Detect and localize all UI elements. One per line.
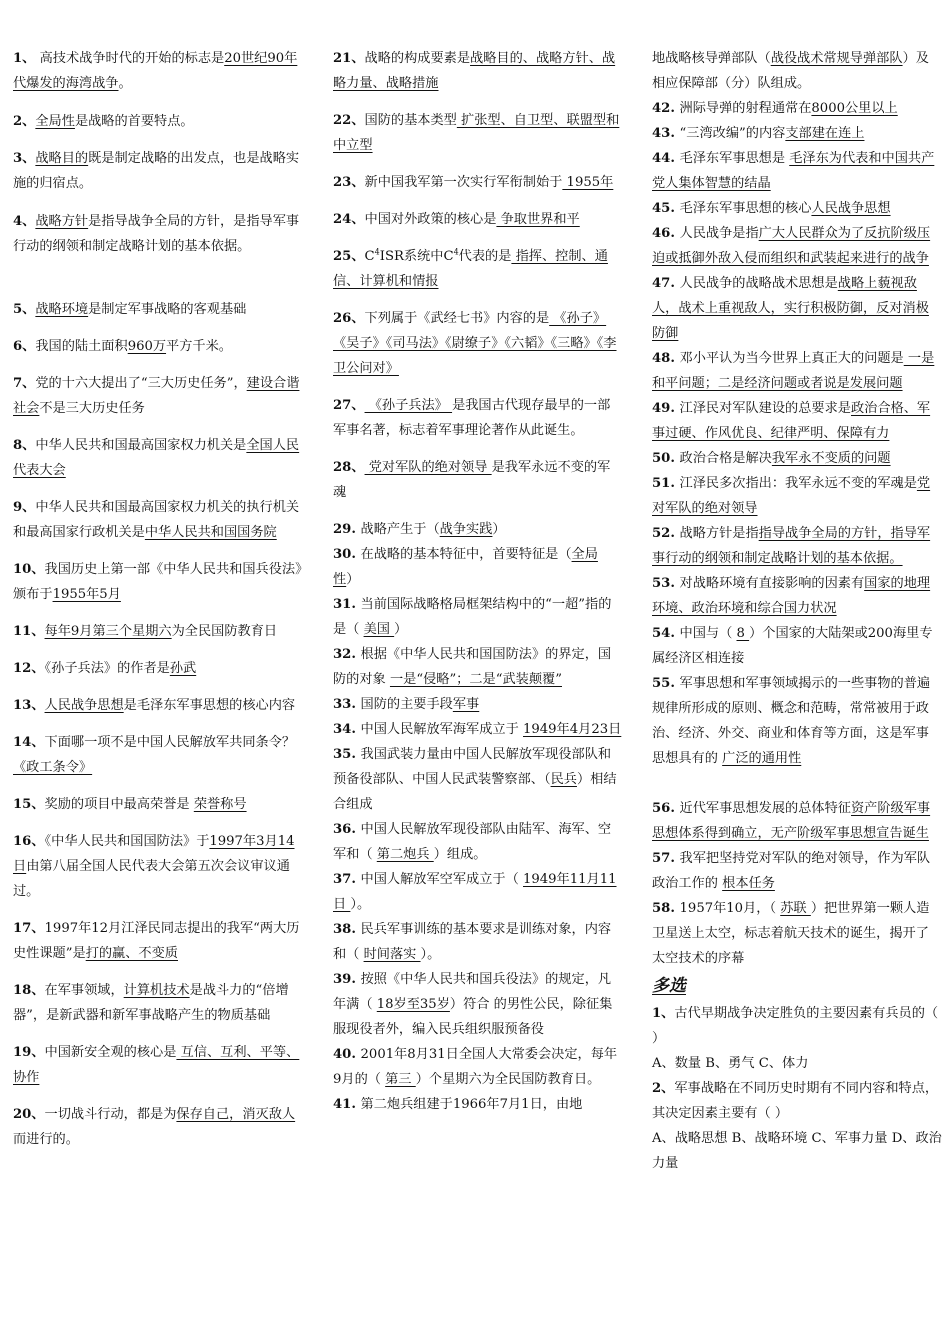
question-text: 我国的陆土面积 bbox=[35, 339, 128, 354]
answer-text: 战役战术常规导弹部队 bbox=[770, 51, 903, 66]
question-number: 13、 bbox=[13, 698, 45, 713]
question-text: 下列属于《武经七书》内容的是 bbox=[364, 311, 550, 326]
question-text: ）组成。 bbox=[433, 847, 487, 862]
answer-text: 每年9月第三个星期六 bbox=[44, 624, 172, 639]
question-number: 43. bbox=[652, 126, 680, 141]
question-item bbox=[652, 121, 942, 146]
question-number: 12、 bbox=[13, 661, 45, 676]
answer-text: 孙武 bbox=[169, 661, 197, 676]
question-text: 新中国我军第一次实行军衔制始于 bbox=[364, 175, 563, 190]
question-text: 是制定军事战略的客观基础 bbox=[88, 302, 247, 317]
question-item bbox=[652, 846, 942, 896]
question-item bbox=[333, 917, 623, 967]
question-number: 50. bbox=[652, 451, 680, 466]
question-text: 不是三大历史任务 bbox=[39, 401, 145, 416]
question-text: 对战略环境有直接影响的因素有 bbox=[679, 576, 865, 591]
question-number: 35. bbox=[333, 747, 361, 762]
question-number: 16、 bbox=[13, 834, 45, 849]
question-item bbox=[333, 170, 623, 195]
question-item bbox=[13, 297, 303, 322]
question-text: C bbox=[364, 249, 375, 264]
question-text: 我国武装力量由中国人民解放军现役部队和预备役部队、中国人民武装警察部、（ bbox=[333, 747, 612, 787]
answer-text: 全局性 bbox=[35, 114, 75, 129]
question-number: 1、 bbox=[13, 51, 36, 66]
question-text: 古代早期战争决定胜负的主要因素有兵员的（ ） bbox=[652, 1006, 939, 1046]
question-text: 一切战斗行动，都是为 bbox=[44, 1107, 177, 1122]
question-item bbox=[652, 1051, 942, 1076]
question-item bbox=[333, 1092, 623, 1117]
answer-text: 战略上藐视敌人，战术上重视敌人，实行积极防御，反对消极防御 bbox=[652, 276, 929, 341]
answer-text: 第三 bbox=[385, 1072, 416, 1087]
question-number: 19、 bbox=[13, 1045, 45, 1060]
question-text: ） bbox=[394, 622, 408, 637]
question-text: 为全民国防教育日 bbox=[171, 624, 278, 639]
answer-text: 第二炮兵 bbox=[376, 847, 434, 862]
question-number: 21、 bbox=[333, 51, 365, 66]
answer-text: 时间落实 bbox=[363, 947, 421, 962]
question-text: 战略产生于（ bbox=[360, 522, 440, 537]
question-item bbox=[333, 867, 623, 917]
question-text: 地战略核导弹部队（ bbox=[652, 51, 771, 66]
question-text: 高技术战争时代的开始的标志是 bbox=[35, 51, 225, 66]
question-item bbox=[652, 521, 942, 571]
answer-text: 指导战争全局的方针，指导军事行动的纲领和制定战略计划的基本依据。 bbox=[652, 526, 931, 566]
question-item bbox=[652, 221, 942, 271]
question-text: ）把世界第一颗人造卫星送上太空，标志着航天技术的诞生，揭开了太空技术的序幕 bbox=[652, 901, 930, 966]
question-text: 政治合格是解决 bbox=[679, 451, 772, 466]
answer-text: 民兵 bbox=[550, 772, 577, 787]
question-text: 2001年8月31日全国人大常委会决定，每年9月的（ bbox=[333, 1047, 618, 1087]
answer-text: 我军永不变质的问题 bbox=[771, 451, 891, 466]
question-item bbox=[652, 621, 942, 671]
question-text: 战略方针是指 bbox=[679, 526, 759, 541]
question-item bbox=[652, 671, 942, 771]
question-item bbox=[333, 455, 623, 505]
question-text: 战略的构成要素是 bbox=[364, 51, 471, 66]
question-item bbox=[13, 656, 303, 681]
question-text: 中国对外政策的核心是 bbox=[364, 212, 497, 227]
question-text: 当前国际战略格局框架结构中的“一超”指的是（ bbox=[333, 597, 612, 637]
question-item bbox=[13, 978, 303, 1028]
question-text: 奖励的项目中最高荣誉是 bbox=[44, 797, 194, 812]
question-item bbox=[13, 730, 303, 780]
question-text: 军事战略在不同历史时期有不同内容和特点，其决定因素主要有（ ） bbox=[652, 1081, 939, 1121]
question-item bbox=[333, 393, 623, 443]
question-number: 1、 bbox=[652, 1006, 675, 1021]
question-number: 14、 bbox=[13, 735, 45, 750]
question-item bbox=[333, 642, 623, 692]
question-item bbox=[652, 271, 942, 346]
answer-text: 《政工条令》 bbox=[13, 760, 93, 775]
answer-text: 争取世界和平 bbox=[496, 212, 580, 227]
question-item bbox=[13, 557, 303, 607]
question-text: 是我军永远不变的军魂 bbox=[333, 460, 611, 500]
answer-text: 美国 bbox=[363, 622, 395, 637]
question-number: 20、 bbox=[13, 1107, 45, 1122]
question-number: 8、 bbox=[13, 438, 36, 453]
question-number: 18、 bbox=[13, 983, 45, 998]
question-text: A、战略思想 B、战略环境 C、军事力量 D、政治力量 bbox=[652, 1131, 942, 1171]
question-item bbox=[652, 96, 942, 121]
question-item bbox=[652, 396, 942, 446]
question-number: 55. bbox=[652, 676, 680, 691]
question-number: 29. bbox=[333, 522, 361, 537]
question-text: 是战斗力的“倍增器”，是新武器和新军事战略产生的物质基础 bbox=[13, 983, 289, 1023]
question-number: 51. bbox=[652, 476, 680, 491]
answer-text: 扩张型、自卫型、联盟型和中立型 bbox=[333, 113, 620, 153]
answer-text: 20世纪90年代爆发的海湾战争 bbox=[13, 51, 298, 91]
question-text: 中国人解放军空军成立于（ bbox=[360, 872, 523, 887]
question-text: 人民战争的战略战术思想是 bbox=[679, 276, 838, 291]
question-item bbox=[333, 517, 623, 542]
question-number: 41. bbox=[333, 1097, 361, 1112]
question-number: 38. bbox=[333, 922, 361, 937]
answer-text: 广泛的通用性 bbox=[722, 751, 802, 766]
answer-text: 根本任务 bbox=[722, 876, 775, 891]
question-number: 9、 bbox=[13, 500, 36, 515]
question-number: 6、 bbox=[13, 339, 36, 354]
answer-text: 1949年11月11日 bbox=[333, 872, 617, 912]
question-number: 42. bbox=[652, 101, 680, 116]
question-item bbox=[652, 1076, 942, 1126]
question-item bbox=[333, 692, 623, 717]
answer-text: 8 bbox=[736, 626, 750, 641]
question-item bbox=[13, 433, 303, 483]
question-number: 44. bbox=[652, 151, 680, 166]
question-text: ）相结合组成 bbox=[333, 772, 617, 812]
question-text: 平方千米。 bbox=[166, 339, 232, 354]
answer-text: 支部建在连上 bbox=[785, 126, 865, 141]
question-text: ）符合 的男性公民，除征集服现役者外，编入民兵组织服预备役 bbox=[333, 997, 613, 1037]
answer-text: 1997年3月14日 bbox=[13, 834, 295, 874]
question-text: 第二炮兵组建于1966年7月1日，由地 bbox=[360, 1097, 583, 1112]
question-text: 中国新安全观的核心是 bbox=[44, 1045, 177, 1060]
question-item bbox=[652, 896, 942, 971]
answer-text: 战略目的 bbox=[35, 151, 89, 166]
column-right bbox=[652, 46, 942, 1176]
question-number: 37. bbox=[333, 872, 361, 887]
question-text: 。 bbox=[118, 76, 132, 91]
question-text: 4 bbox=[374, 247, 380, 257]
question-text: 是毛泽东军事思想的核心内容 bbox=[123, 698, 296, 713]
question-item bbox=[13, 619, 303, 644]
question-number: 4、 bbox=[13, 214, 36, 229]
answer-text: 战略环境 bbox=[35, 302, 89, 317]
question-text: 洲际导弹的射程通常在 bbox=[679, 101, 812, 116]
answer-text: 党对军队的绝对领导 bbox=[652, 476, 931, 516]
question-item bbox=[13, 109, 303, 134]
question-text: 在战略的基本特征中，首要特征是（ bbox=[360, 547, 572, 562]
answer-text: 建设合谐社会 bbox=[13, 376, 300, 416]
question-item bbox=[333, 46, 623, 96]
answer-text: 指挥、控制、通信、计算机和情报 bbox=[333, 249, 608, 289]
question-text: 按照《中华人民共和国兵役法》的规定，凡年满（ bbox=[333, 972, 612, 1012]
question-item bbox=[652, 796, 942, 846]
question-item bbox=[652, 446, 942, 471]
question-text: 我军把坚持党对军队的绝对领导，作为军队政治工作的 bbox=[652, 851, 931, 891]
question-item bbox=[652, 196, 942, 221]
answer-text: 苏联 bbox=[780, 901, 811, 916]
question-item bbox=[652, 346, 942, 396]
question-text: 是战略的首要特点。 bbox=[74, 114, 194, 129]
question-text: 由第八届全国人民代表大会第五次会议审议通过。 bbox=[13, 859, 290, 899]
question-text: 中国人民解放军海军成立于 bbox=[360, 722, 523, 737]
question-item bbox=[13, 46, 303, 96]
question-text: 国防的基本类型 bbox=[364, 113, 457, 128]
question-number: 28、 bbox=[333, 460, 365, 475]
column-right-items bbox=[652, 46, 942, 971]
answer-text: 1949年4月23日 bbox=[523, 722, 622, 737]
question-text: ） bbox=[346, 572, 360, 587]
question-item bbox=[333, 207, 623, 232]
answer-text: 战略方针 bbox=[35, 214, 89, 229]
question-text: 根据《中华人民共和国国防法》的界定，国防的对象 bbox=[333, 647, 612, 687]
question-item bbox=[13, 916, 303, 966]
answer-text: 政治合格、军事过硬、作风优良、纪律严明、保障有力 bbox=[652, 401, 931, 441]
answer-text: 战争实践 bbox=[439, 522, 493, 537]
question-number: 23、 bbox=[333, 175, 365, 190]
answer-text: 《孙子兵法》 bbox=[364, 398, 453, 413]
answer-text: 计算机技术 bbox=[123, 983, 190, 998]
question-item bbox=[652, 46, 942, 96]
question-text: 民兵军事训练的基本要求是训练对象，内容和（ bbox=[333, 922, 612, 962]
question-number: 53. bbox=[652, 576, 680, 591]
question-text: 是指导战争全局的方针，是指导军事行动的纲领和制定战略计划的基本依据。 bbox=[13, 214, 300, 254]
question-text: 而进行的。 bbox=[13, 1132, 79, 1147]
question-item bbox=[13, 1102, 303, 1152]
question-text: 中国人民解放军现役部队由陆军、海军、空军和（ bbox=[333, 822, 612, 862]
answer-text: 广大人民群众为了反抗阶级压迫或抵御外敌入侵而组织和武装起来进行的战争 bbox=[652, 226, 931, 266]
question-text: ）及相应保障部（分）队组成。 bbox=[652, 51, 929, 91]
answer-text: 全局性 bbox=[333, 547, 598, 587]
column-middle bbox=[333, 46, 623, 1117]
question-item bbox=[333, 108, 623, 158]
answer-text: 《孙子》《吴子》《司马法》《尉缭子》《六韬》《三略》《李卫公问对》 bbox=[333, 311, 617, 376]
answer-text: 全国人民代表大会 bbox=[13, 438, 300, 478]
question-item bbox=[13, 829, 303, 904]
question-number: 54. bbox=[652, 626, 680, 641]
question-item bbox=[13, 495, 303, 545]
question-item bbox=[13, 146, 303, 196]
question-text: ）。 bbox=[350, 897, 371, 912]
answer-text: 8000公里以上 bbox=[811, 101, 898, 116]
question-number: 2、 bbox=[13, 114, 36, 129]
question-text: 中华人民共和国最高国家权力机关的执行机关和最高国家行政机关是 bbox=[13, 500, 300, 540]
question-item bbox=[333, 306, 623, 381]
question-number: 39. bbox=[333, 972, 361, 987]
question-item bbox=[652, 146, 942, 196]
question-number: 48. bbox=[652, 351, 680, 366]
question-text: 毛泽东军事思想是 bbox=[679, 151, 790, 166]
question-number: 58. bbox=[652, 901, 680, 916]
section-title-multiple-choice: 多选 bbox=[652, 976, 686, 996]
question-number: 46. bbox=[652, 226, 680, 241]
question-number: 7、 bbox=[13, 376, 36, 391]
question-number: 3、 bbox=[13, 151, 36, 166]
question-item bbox=[652, 571, 942, 621]
question-text: A、数量 B、勇气 C、体力 bbox=[652, 1056, 809, 1071]
question-text: 党的十六大提出了“三大历史任务”， bbox=[35, 376, 247, 391]
answer-text: 战略目的、战略方针、战略力量、战略措施 bbox=[333, 51, 616, 91]
answer-text: 18岁至35岁 bbox=[376, 997, 450, 1012]
question-item bbox=[13, 371, 303, 421]
question-number: 27、 bbox=[333, 398, 365, 413]
question-number: 56. bbox=[652, 801, 680, 816]
multiple-choice-items bbox=[652, 1001, 942, 1176]
answer-text: 1955年5月 bbox=[52, 587, 121, 602]
question-number: 15、 bbox=[13, 797, 45, 812]
question-text: 江泽民多次指出：我军永远不变的军魂是 bbox=[679, 476, 917, 491]
question-number: 17、 bbox=[13, 921, 45, 936]
question-number: 40. bbox=[333, 1047, 361, 1062]
question-number: 52. bbox=[652, 526, 680, 541]
answer-text: 保存自己，消灭敌人 bbox=[176, 1107, 296, 1122]
question-text: 既是制定战略的出发点，也是战略实施的归宿点。 bbox=[13, 151, 300, 191]
question-number: 30. bbox=[333, 547, 361, 562]
question-text: 中国与（ bbox=[679, 626, 737, 641]
question-number: 45. bbox=[652, 201, 680, 216]
question-item bbox=[333, 967, 623, 1042]
question-text: ）个星期六为全民国防教育日。 bbox=[415, 1072, 601, 1087]
question-text: “三湾改编”的内容 bbox=[679, 126, 786, 141]
question-text: 是我国古代现存最早的一部军事名著，标志着军事理论著作从此诞生。 bbox=[333, 398, 611, 438]
question-item bbox=[333, 244, 623, 294]
answer-text: 打的赢、不变质 bbox=[85, 946, 178, 961]
answer-text: 毛泽东为代表和中国共产党人集体智慧的结晶 bbox=[652, 151, 935, 191]
question-item bbox=[333, 592, 623, 642]
question-text: 军事思想和军事领域揭示的一些事物的普遍规律所形成的原则、概念和范畴，常常被用于政治、经济、外交、商业和体育等方面，这是军事思想具有的 bbox=[652, 676, 931, 766]
question-text: 近代军事思想发展的总体特征 bbox=[679, 801, 851, 816]
question-number: 33. bbox=[333, 697, 361, 712]
question-text: 国防的主要手段 bbox=[360, 697, 453, 712]
question-item bbox=[652, 471, 942, 521]
question-text: 毛泽东军事思想的核心 bbox=[679, 201, 812, 216]
answer-text: 人民战争思想 bbox=[44, 698, 124, 713]
answer-text: 军事 bbox=[452, 697, 480, 712]
question-number: 32. bbox=[333, 647, 361, 662]
question-item bbox=[652, 1001, 942, 1051]
question-number: 49. bbox=[652, 401, 680, 416]
answer-text: 中华人民共和国国务院 bbox=[144, 525, 277, 540]
question-number: 26、 bbox=[333, 311, 365, 326]
question-text: 4 bbox=[453, 247, 459, 257]
question-number: 25、 bbox=[333, 249, 365, 264]
question-item bbox=[333, 1042, 623, 1092]
question-item bbox=[13, 1040, 303, 1090]
question-item bbox=[333, 717, 623, 742]
question-item bbox=[333, 542, 623, 592]
question-number: 47. bbox=[652, 276, 680, 291]
question-text: ）个国家的大陆架或200海里专属经济区相连接 bbox=[652, 626, 933, 666]
question-number: 10、 bbox=[13, 562, 45, 577]
answer-text: 荣誉称号 bbox=[193, 797, 247, 812]
question-text: 1997年12月江泽民同志提出的我军“两大历史性课题”是 bbox=[13, 921, 300, 961]
question-text: 代表的是 bbox=[458, 249, 512, 264]
answer-text: 党对军队的绝对领导 bbox=[364, 460, 492, 475]
answer-text: 资产阶级军事思想体系得到确立，无产阶级军事思想宣告诞生 bbox=[652, 801, 931, 841]
question-number: 24、 bbox=[333, 212, 365, 227]
question-number: 5、 bbox=[13, 302, 36, 317]
question-item bbox=[13, 792, 303, 817]
question-number: 57. bbox=[652, 851, 680, 866]
question-text: 1957年10月，（ bbox=[679, 901, 781, 916]
question-text: ） bbox=[492, 522, 506, 537]
question-item bbox=[13, 209, 303, 259]
question-number: 2、 bbox=[652, 1081, 675, 1096]
question-text: 邓小平认为当今世界上真正大的问题是 bbox=[679, 351, 904, 366]
question-item bbox=[13, 334, 303, 359]
answer-text: 一是“侵略”；二是“武装颠覆” bbox=[389, 672, 562, 687]
question-text: ）。 bbox=[420, 947, 441, 962]
question-text: 我国历史上第一部《中华人民共和国兵役法》颁布于 bbox=[13, 562, 302, 602]
question-item bbox=[333, 817, 623, 867]
question-item bbox=[652, 1126, 942, 1176]
question-text: 人民战争是指 bbox=[679, 226, 759, 241]
question-text: ISR系统中C bbox=[379, 249, 454, 264]
question-text: 《孙子兵法》的作者是 bbox=[44, 661, 170, 676]
question-number: 11、 bbox=[13, 624, 45, 639]
answer-text: 互信、互利、平等、协作 bbox=[13, 1045, 300, 1085]
column-left bbox=[13, 46, 303, 1152]
question-number: 34. bbox=[333, 722, 361, 737]
question-number: 22、 bbox=[333, 113, 365, 128]
answer-text: 一是和平问题；二是经济问题或者说是发展问题 bbox=[652, 351, 935, 391]
question-number: 36. bbox=[333, 822, 361, 837]
question-text: 下面哪一项不是中国人民解放军共同条令？ bbox=[44, 735, 296, 750]
question-item bbox=[13, 693, 303, 718]
question-text: 中华人民共和国最高国家权力机关是 bbox=[35, 438, 247, 453]
question-text: 江泽民对军队建设的总要求是 bbox=[679, 401, 851, 416]
answer-text: 960万 bbox=[127, 339, 167, 354]
question-number: 31. bbox=[333, 597, 361, 612]
question-item bbox=[333, 742, 623, 817]
question-text: 在军事领域， bbox=[44, 983, 124, 998]
answer-text: 国家的地理环境、政治环境和综合国力状况 bbox=[652, 576, 931, 616]
answer-text: 人民战争思想 bbox=[811, 201, 891, 216]
question-text: 《中华人民共和国国防法》于 bbox=[44, 834, 210, 849]
answer-text: 1955年 bbox=[562, 175, 614, 190]
